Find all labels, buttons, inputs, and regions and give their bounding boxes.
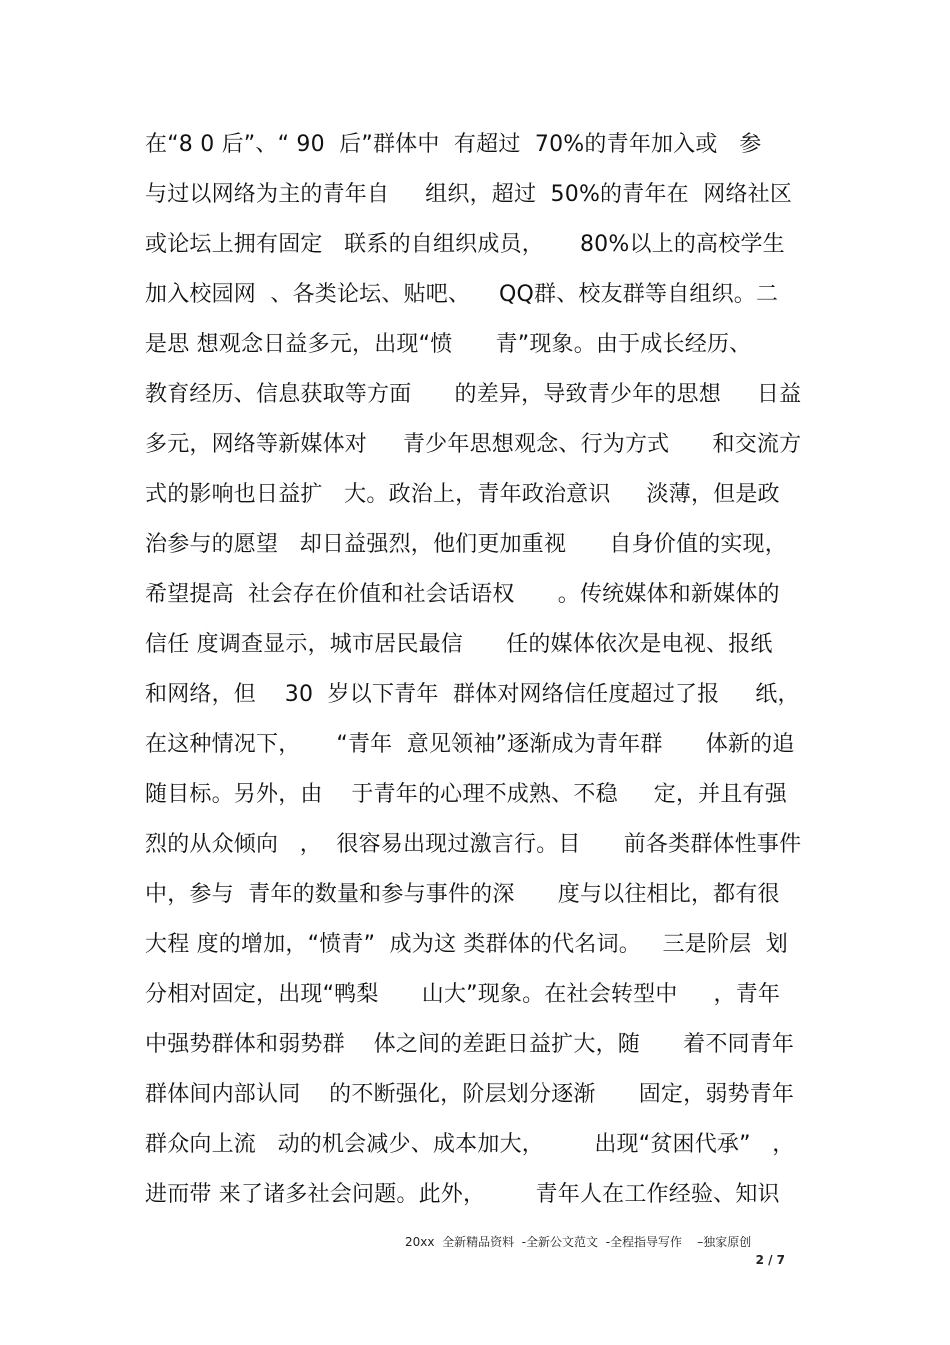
text-line: 教育经历、信息获取等方面 的差异，导致青少年的思想 日益 (145, 382, 802, 407)
page-number: 2 / 7 (755, 1253, 785, 1267)
text-line: 治参与的愿望 却日益强烈，他们更加重视 自身价值的实现， (145, 532, 787, 557)
text-line: 与过以网络为主的青年自 组织，超过 50%的青年在 网络社区 (145, 182, 793, 207)
text-line: 式的影响也日益扩 大。政治上，青年政治意识 淡薄，但是政 (145, 482, 780, 507)
footer-text: 20xx 全新精品资料 -全新公文范文 -全程指导写作 –独家原创 (405, 1235, 752, 1249)
text-line: 信任 度调查显示，城市居民最信 任的媒体依次是电视、报纸 (145, 632, 773, 657)
text-line: 或论坛上拥有固定 联系的自组织成员， 80%以上的高校学生 (145, 232, 785, 257)
text-line: 进而带 来了诸多社会问题。此外， 青年人在工作经验、知识 (145, 1182, 780, 1207)
text-line: 希望提高 社会存在价值和社会话语权 。传统媒体和新媒体的 (145, 582, 780, 607)
text-line: 烈的从众倾向 ， 很容易出现过激言行。目 前各类群体性事件 (145, 832, 802, 857)
text-line: 大程 度的增加，“愤青” 成为这 类群体的代名词。 三是阶层 划 (145, 932, 788, 957)
text-line: 分相对固定，出现“鸭梨 山大”现象。在社会转型中 ，青年 (145, 982, 781, 1007)
text-line: 加入校园网 、各类论坛、贴吧、 QQ群、校友群等自组织。二 (145, 282, 779, 307)
text-line: 随目标。另外，由 于青年的心理不成熟、不稳 定，并且有强 (145, 782, 787, 807)
text-line: 是思 想观念日益多元，出现“愤 青”现象。由于成长经历、 (145, 332, 752, 357)
text-line: 群众向上流 动的机会减少、成本加大， 出现“贫困代承” ， (145, 1132, 795, 1157)
text-line: 中强势群体和弱势群 体之间的差距日益扩大，随 着不同青年 (145, 1032, 795, 1057)
text-line: 群体间内部认同 的不断强化，阶层划分逐渐 固定，弱势青年 (145, 1082, 795, 1107)
text-line: 在“8 0 后”、“ 90 后”群体中 有超过 70%的青年加入或 参 (145, 132, 762, 157)
text-line: 和网络，但 30 岁以下青年 群体对网络信任度超过了报 纸， (145, 682, 800, 707)
text-line: 多元，网络等新媒体对 青少年思想观念、行为方式 和交流方 (145, 432, 802, 457)
text-line: 中，参与 青年的数量和参与事件的深 度与以往相比，都有很 (145, 882, 780, 907)
text-line: 在这种情况下， “青年 意见领袖”逐渐成为青年群 体新的追 (145, 732, 795, 757)
body-text (145, 120, 825, 1220)
